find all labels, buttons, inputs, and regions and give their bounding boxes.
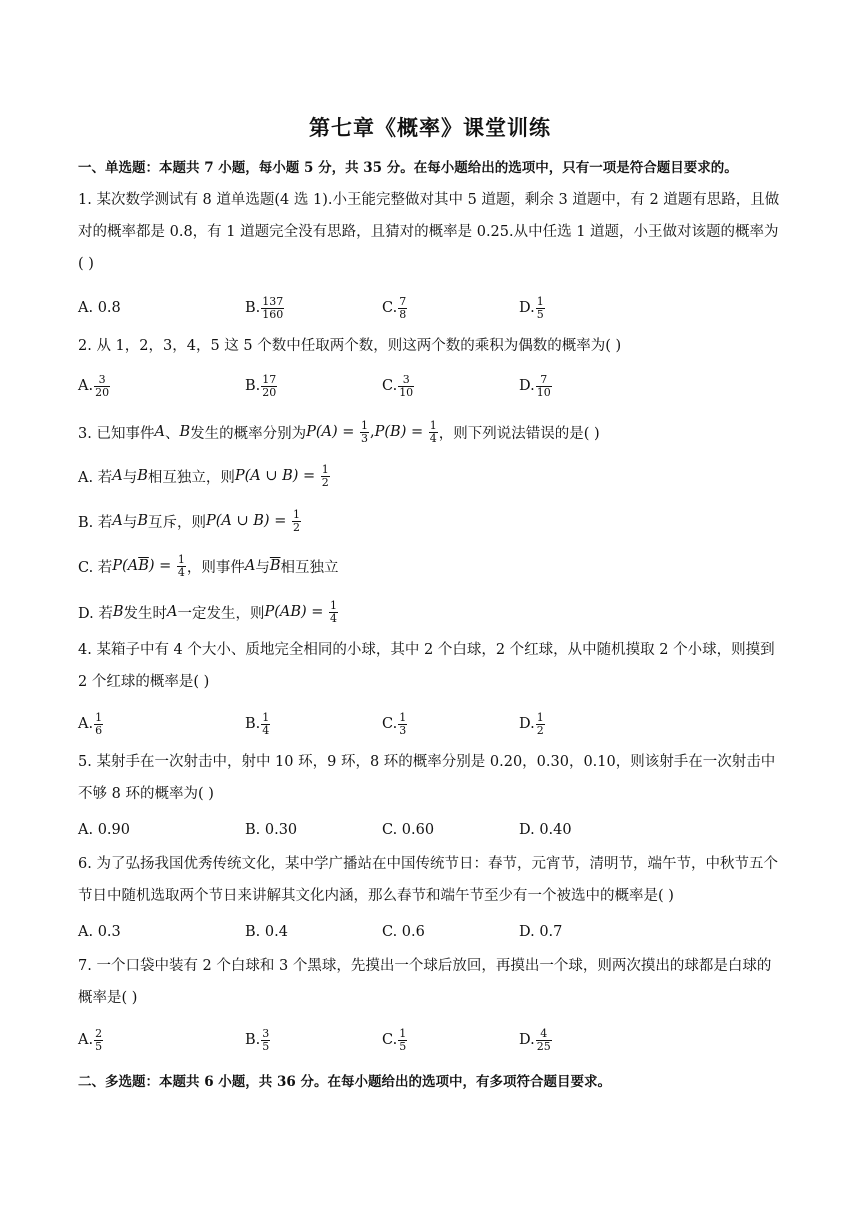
section-heading-single-choice: 一、单选题：本题共 7 小题，每小题 5 分，共 35 分。在每小题给出的选项中，只有一项是符合题目要求的。	[78, 160, 738, 176]
q2-option-d: D. $\frac{7}{10}$	[519, 372, 551, 399]
q3-option-a: A. 若 A 与 B 相互独立，则 P(A ∪ B) = $\frac{1}{2}$	[78, 462, 329, 489]
question-5-stem: 5. 某射手在一次射击中，射中 10 环，9 环，8 环的概率分别是 0.20，0.30，0.10，则该射手在一次射击中不够 8 环的概率为( )	[78, 754, 776, 802]
q1-option-d: D. $\frac{1}{5}$	[519, 294, 544, 321]
q1-option-a: A. 0.8	[78, 300, 121, 316]
q7-option-d: D. $\frac{4}{25}$	[519, 1026, 551, 1053]
q7-option-c: C. $\frac{1}{5}$	[382, 1026, 407, 1053]
question-7-stem: 7. 一个口袋中装有 2 个白球和 3 个黑球，先摸出一个球后放回，再摸出一个球，则两次摸出的球都是白球的概率是( )	[78, 958, 772, 1006]
q5-option-b: B. 0.30	[245, 822, 298, 838]
question-1-stem: 1. 某次数学测试有 8 道单选题(4 选 1).小王能完整做对其中 5 道题，剩余 3 道题中，有 2 道题有思路，且做对的概率都是 0.8，有 1 道题完全没有思路，且猜对的概率是 0.25.从中任选 1 道题，小王做对该题的概率为( )	[78, 192, 780, 272]
q6-option-d: D. 0.7	[519, 924, 563, 940]
question-1-options	[78, 292, 782, 324]
question-6-options	[78, 916, 782, 948]
question-5-options	[78, 814, 782, 846]
page-title: 第七章《概率》课堂训练	[309, 115, 551, 140]
question-2-options	[78, 370, 782, 402]
q4-option-d: D. $\frac{1}{2}$	[519, 710, 544, 737]
q5-option-d: D. 0.40	[519, 822, 572, 838]
q7-option-b: B. $\frac{3}{5}$	[245, 1026, 270, 1053]
q3-option-c: C. 若 P(A $\overline{B}$ ) = $\frac{1}{4}$ ，则事件 A 与 $\overline{B}$ 相互独立	[78, 552, 339, 579]
question-3-stem: 3. 已知事件 A 、 B 发生的概率分别为 P(A) = $\frac{1}{3}$ , P(B) = $\frac{1}{4}$ ，则下列说法错误的是( )	[78, 418, 600, 445]
q1-option-c: C. $\frac{7}{8}$	[382, 294, 407, 321]
q3-option-d: D. 若 B 发生时 A 一定发生，则 P(AB) = $\frac{1}{4}$	[78, 598, 338, 625]
q4-option-c: C. $\frac{1}{3}$	[382, 710, 407, 737]
q6-option-a: A. 0.3	[78, 924, 121, 940]
q6-option-c: C. 0.6	[382, 924, 425, 940]
q5-option-a: A. 0.90	[78, 822, 130, 838]
q5-option-c: C. 0.60	[382, 822, 435, 838]
q2-option-a: A. $\frac{3}{20}$	[78, 372, 110, 399]
q3-option-b: B. 若 A 与 B 互斥，则 P(A ∪ B) = $\frac{1}{2}$	[78, 507, 300, 534]
question-4-stem: 4. 某箱子中有 4 个大小、质地完全相同的小球，其中 2 个白球，2 个红球，从中随机摸取 2 个小球，则摸到 2 个红球的概率是( )	[78, 642, 775, 690]
question-4-options	[78, 708, 782, 740]
question-2-stem: 2. 从 1，2，3，4，5 这 5 个数中任取两个数，则这两个数的乘积为偶数的概率为( )	[78, 338, 622, 354]
q2-option-b: B. $\frac{17}{20}$	[245, 372, 277, 399]
q4-option-a: A. $\frac{1}{6}$	[78, 710, 103, 737]
q6-option-b: B. 0.4	[245, 924, 288, 940]
question-6-stem: 6. 为了弘扬我国优秀传统文化，某中学广播站在中国传统节日：春节，元宵节，清明节，端午节，中秋节五个节日中随机选取两个节日来讲解其文化内涵，那么春节和端午节至少有一个被选中的概率是( )	[78, 856, 778, 904]
q1-option-b: B. $\frac{137}{160}$	[245, 294, 284, 321]
question-7-options	[78, 1024, 782, 1056]
q2-option-c: C. $\frac{3}{10}$	[382, 372, 414, 399]
q4-option-b: B. $\frac{1}{4}$	[245, 710, 270, 737]
q7-option-a: A. $\frac{2}{5}$	[78, 1026, 103, 1053]
section-heading-multi-choice: 二、多选题：本题共 6 小题，共 36 分。在每小题给出的选项中，有多项符合题目要求。	[78, 1074, 611, 1090]
